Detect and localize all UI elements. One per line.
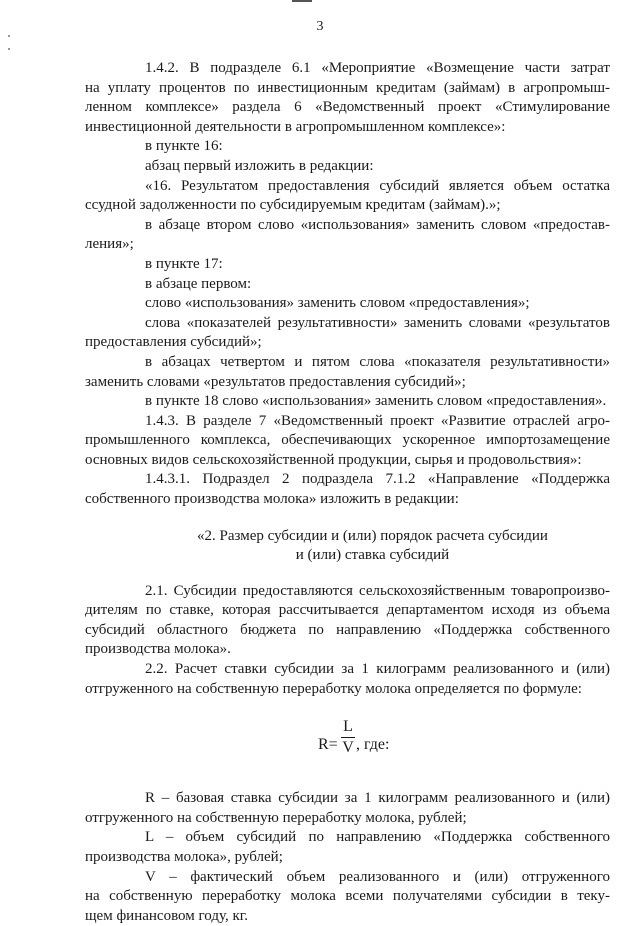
text-line: ления»; — [85, 236, 134, 253]
paragraph — [85, 255, 610, 275]
formula-fraction — [341, 718, 355, 757]
formula-tail: , где: — [356, 736, 390, 754]
paragraph — [85, 314, 610, 353]
text-line: отгруженного на собственную переработку молока, рублей; — [85, 809, 467, 826]
text-line: R – базовая ставка субсидии за 1 килограмм реализованного и (или) — [145, 790, 610, 807]
heading-line: «2. Размер субсидии и (или) порядок расчета субсидии — [197, 527, 548, 544]
text-line: в абзаце первом: — [145, 275, 252, 292]
text-line: заменить словами «результатов предоставления субсидий»; — [85, 373, 466, 390]
amendments-block — [85, 59, 610, 510]
scan-speck — [8, 35, 10, 37]
text-line: V – фактический объем реализованного и (или) отгруженного — [145, 868, 610, 885]
heading-line: и (или) ставка субсидий — [295, 546, 450, 563]
paragraph — [85, 294, 610, 314]
paragraph — [85, 582, 610, 660]
text-line: в пункте 16: — [145, 138, 223, 155]
paragraph — [85, 660, 610, 699]
text-line: 2.1. Субсидии предоставляются сельскохозяйственным товаропроизво- — [145, 582, 610, 599]
text-line: слова «показателей результативности» заменить словами «результатов — [145, 314, 610, 331]
text-line: основных видов сельскохозяйственной продукции, сырья и продовольствия»: — [85, 451, 582, 468]
text-line: 1.4.3.1. Подраздел 2 подраздела 7.1.2 «Направление «Поддержка — [145, 471, 610, 488]
text-line: отгруженного на собственную переработку молока определяется по формуле: — [85, 680, 582, 697]
fraction-bar — [341, 737, 355, 738]
text-line: в абзацах четвертом и пятом слова «показателя результативности» — [145, 353, 610, 370]
text-line: на уплату процентов по инвестиционным кредитам (займам) в агропромыш- — [85, 79, 610, 96]
paragraph — [85, 412, 610, 471]
text-line: субсидий областного бюджета по направлению «Поддержка собственного — [85, 621, 610, 638]
scan-mark — [292, 0, 312, 2]
text-line: слово «использования» заменить словом «предоставления»; — [145, 295, 530, 312]
text-line: ленном комплексе» раздела 6 «Ведомственный проект «Стимулирование — [85, 99, 610, 116]
formula-lhs: R= — [318, 736, 338, 754]
paragraph — [85, 275, 610, 295]
text-line: на собственную переработку молока всеми получателями субсидии в теку- — [85, 888, 610, 905]
paragraph — [85, 868, 610, 926]
text-line: ссудной задолженности по субсидируемым кредитам (займам).»; — [85, 197, 501, 214]
paragraph — [85, 470, 610, 509]
paragraph — [85, 137, 610, 157]
text-line: L – объем субсидий по направлению «Поддержка собственного — [145, 829, 610, 846]
paragraph — [85, 216, 610, 255]
paragraph — [85, 353, 610, 392]
subsidy-rules-block — [85, 582, 610, 700]
page-number: 3 — [316, 19, 324, 34]
formula-definitions-block — [85, 789, 610, 926]
paragraph — [85, 157, 610, 177]
text-line: предоставления субсидий»; — [85, 334, 262, 351]
text-line: 2.2. Расчет ставки субсидии за 1 килограмм реализованного и (или) — [145, 661, 610, 678]
text-line: производства молока». — [85, 641, 231, 658]
text-line: «16. Результатом предоставления субсидий является объем остатка — [145, 177, 610, 194]
paragraph — [85, 828, 610, 867]
text-line: абзац первый изложить в редакции: — [145, 157, 374, 174]
text-line: дителям по ставке, которая рассчитывается департаментом исходя из объема — [85, 602, 610, 619]
formula-denominator: V — [342, 739, 354, 757]
rate-formula — [85, 714, 610, 772]
text-line: производства молока», рублей; — [85, 849, 283, 865]
scan-speck — [8, 48, 10, 50]
text-line: в пункте 18 слово «использования» заменить словом «предоставления». — [145, 393, 607, 410]
text-line: 1.4.3. В разделе 7 «Ведомственный проект «Развитие отраслей агро- — [145, 412, 610, 429]
document-body — [85, 59, 610, 926]
text-line: в абзаце втором слово «использования» заменить словом «предостав- — [145, 216, 610, 233]
formula-numerator: L — [343, 718, 353, 736]
paragraph — [85, 59, 610, 137]
paragraph — [85, 177, 610, 216]
paragraph — [85, 789, 610, 828]
text-line: собственного производства молока» изложить в редакции: — [85, 491, 459, 508]
section-heading — [85, 527, 610, 565]
text-line: промышленного комплекса, обеспечивающих ускоренное импортозамещение — [85, 432, 610, 449]
paragraph — [85, 392, 610, 412]
text-line: инвестиционной деятельности в агропромышленном комплексе»: — [85, 118, 506, 135]
text-line: щем финансовом году, кг. — [85, 907, 248, 924]
text-line: в пункте 17: — [145, 255, 223, 272]
text-line: 1.4.2. В подразделе 6.1 «Мероприятие «Возмещение части затрат — [145, 60, 610, 76]
